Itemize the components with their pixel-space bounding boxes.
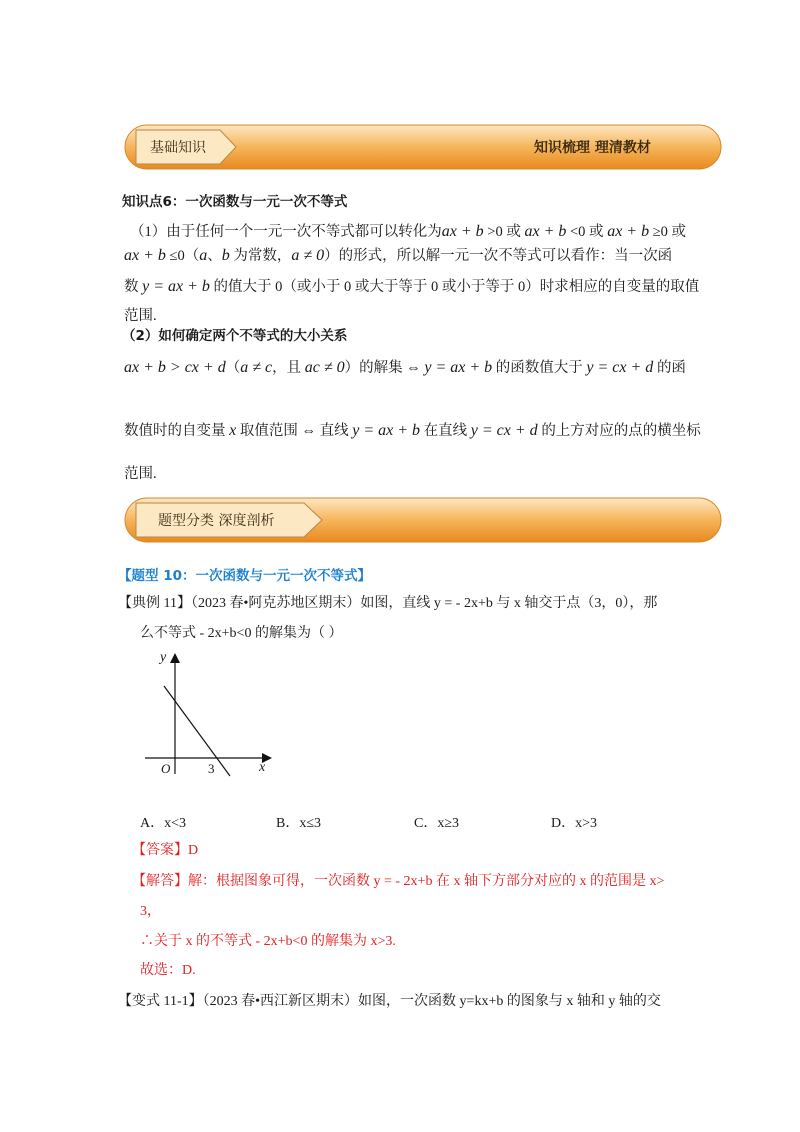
kp-paragraph-2-line-3: 范围. [124,466,157,482]
math: y = cx + d [586,359,654,376]
math: ax + b [441,223,484,240]
math: y = cx + d [470,422,538,439]
graph-y-label: y [160,650,167,665]
kp-paragraph-2-line-2 [124,421,701,441]
math: ax + b [607,223,650,240]
math: y = ax + b [352,422,421,439]
banner-right-label: 知识梳理 理清教材 [534,140,651,156]
line-y-eq-neg2x-plus-b [164,686,230,776]
math: a ≠ 0 [291,247,325,264]
y-axis-arrow-icon [170,653,180,663]
math: a [199,247,208,264]
kp-paragraph-1-line-1 [130,222,686,242]
kp-paragraph-1-line-4: 范围. [124,308,157,324]
banner-left-label: 基础知识 [150,140,206,156]
text: 的函数值大于 [492,360,587,376]
kp-paragraph-2-title: （2）如何确定两个不等式的大小关系 [122,328,348,344]
text: 取值范围 ⇔ 直线 [236,423,353,439]
math: ax + b [524,223,567,240]
text: ≥0 或 [649,224,687,240]
text: ，且 [272,360,305,376]
text: ≤0（ [165,248,200,264]
text: 数 [124,279,143,295]
text: 数值时的自变量 [124,423,230,439]
text: 为常数， [229,248,292,264]
text: 、 [207,248,222,264]
math: ac ≠ 0 [304,359,345,376]
text: 的上方对应的点的横坐标 [537,423,701,439]
section-banner-basics [124,124,722,170]
text: 的值大于 0（或小于 0 或大于等于 0 或小于等于 0）时求相应的自变量的取值 [209,279,700,295]
banner-left-label: 题型分类 深度剖析 [158,513,275,529]
solution-line-3: ∴关于 x 的不等式 - 2x+b<0 的解集为 x>3. [140,934,396,949]
text: （ [225,360,241,376]
math: y = ax + b [424,359,493,376]
text: >0 或 [483,224,525,240]
graph-origin-label: O [161,761,171,776]
kp-paragraph-1-line-3 [124,277,699,297]
answer: 【答案】D [132,843,199,858]
option-a[interactable]: A．x<3 [140,816,187,831]
kp-paragraph-1-line-2 [124,246,672,266]
math: ax + b [124,247,166,264]
example-head-line-2: 么不等式 - 2x+b<0 的解集为（ ） [140,626,343,641]
option-c[interactable]: C．x≥3 [414,816,460,831]
solution-line-2: 3， [140,904,161,919]
text: ）的形式，所以解一元一次不等式可以看作：当一次函 [324,248,673,264]
text: 的函 [653,360,686,376]
graph-x-label: x [259,760,266,775]
graph-tick-3: 3 [208,761,215,776]
text: 在直线 [420,423,471,439]
text: ）的解集 ⇔ [344,360,425,376]
text: <0 或 [566,224,608,240]
option-b[interactable]: B．x≤3 [276,816,322,831]
math: ax + b > cx + d [124,359,226,376]
question-type-title: 【题型 10：一次函数与一元一次不等式】 [118,568,371,584]
math: a ≠ c [240,359,273,376]
option-d[interactable]: D．x>3 [551,816,598,831]
text: （1）由于任何一个一元一次不等式都可以转化为 [130,224,442,240]
kp-paragraph-2-line-1 [124,358,686,378]
variant-question: 【变式 11-1】（2023 春•西江新区期末）如图，一次函数 y=kx+b 的图象与 x 轴和 y 轴的交 [118,994,661,1009]
solution-line-4: 故选：D. [140,963,196,978]
section-banner-question-types [124,497,722,543]
math: x [229,422,237,439]
math: y = ax + b [142,278,210,295]
example-head-line-1: 【典例 11】（2023 春•阿克苏地区期末）如图，直线 y = - 2x+b 与 x 轴交于点（3，0），那 [118,596,658,611]
solution-line-1: 【解答】解：根据图象可得，一次函数 y = - 2x+b 在 x 轴下方部分对应的 x 的范围是 x> [132,874,665,889]
knowledge-title: 知识点6：一次函数与一元一次不等式 [122,194,348,210]
math: b [221,247,230,264]
